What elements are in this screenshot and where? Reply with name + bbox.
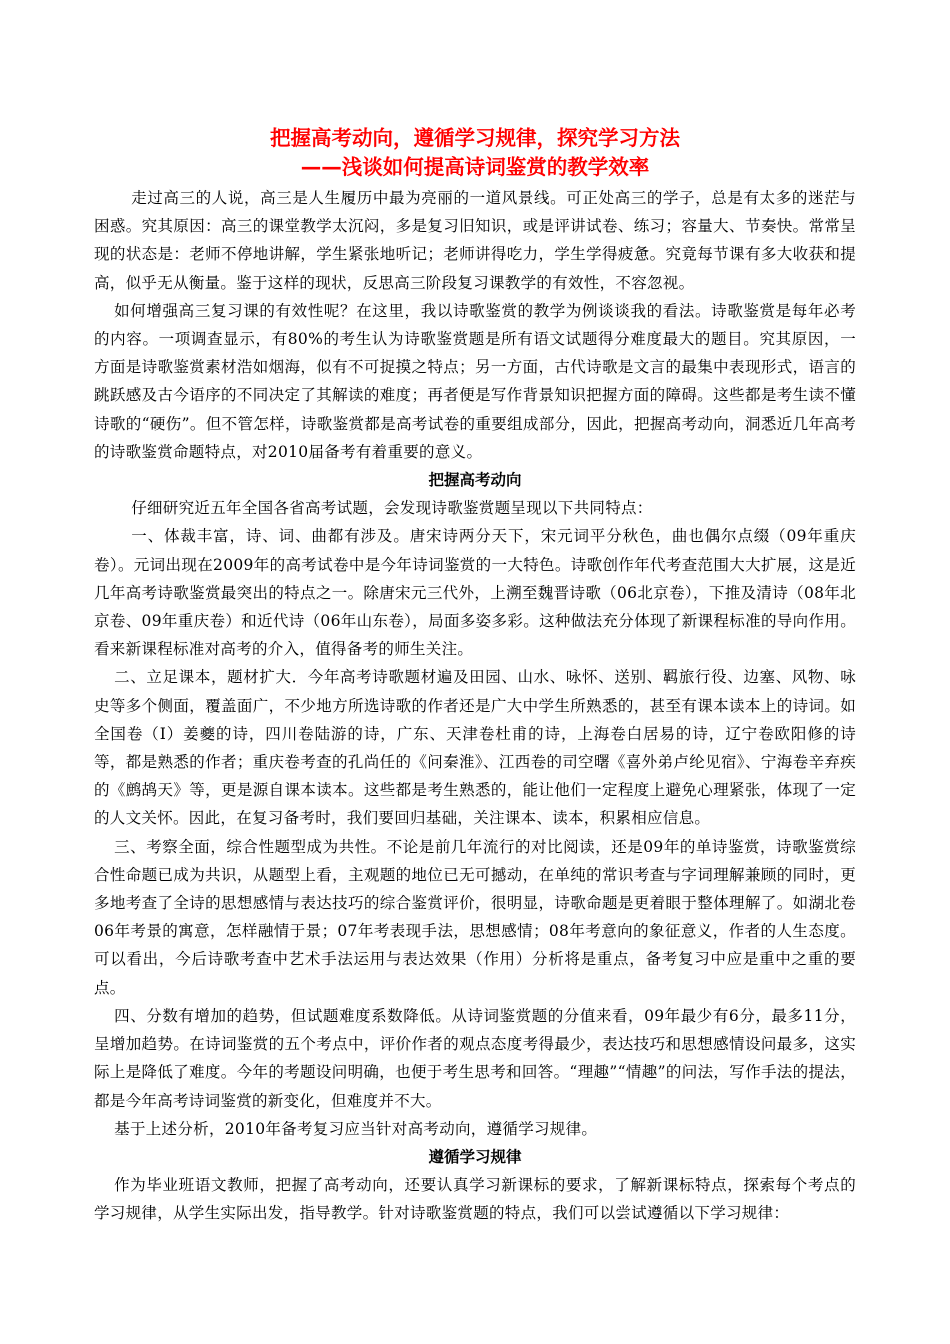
intro-paragraph-2: 如何增强高三复习课的有效性呢？在这里，我以诗歌鉴赏的教学为例谈谈我的看法。诗歌鉴赏是每年必考的内容。一项调查显示，有80%的考生认为诗歌鉴赏题是所有语文试题得分难度最大的题目。究其原因，一方面是诗歌鉴赏素材浩如烟海，似有不可捉摸之特点；另一方面，古代诗歌是文言的最集中表现形式，语言的跳跃感及古今语序的不同决定了其解读的难度；再者便是写作背景知识把握方面的障碍。这些都是考生读不懂诗歌的“硬伤”。但不管怎样，诗歌鉴赏都是高考试卷的重要组成部分，因此，把握高考动向，洞悉近几年高考的诗歌鉴赏命题特点，对2010届备考有着重要的意义。	[94, 301, 856, 461]
document-subtitle: ——浅谈如何提高诗词鉴赏的教学效率	[300, 155, 650, 179]
section1-paragraph-1: 仔细研究近五年全国各省高考试题，会发现诗歌鉴赏题呈现以下共同特点：	[131, 499, 653, 518]
section1-paragraph-5: 四、分数有增加的趋势，但试题难度系数降低。从诗词鉴赏题的分值来看，09年最少有6分，最多11分，呈增加趋势。在诗词鉴赏的五个考点中，评价作者的观点态度考得最少，表达技巧和思想感情设问最多，这实际上是降低了难度。今年的考题设问明确，也便于考生思考和回答。“理趣”“情趣”的问法，写作手法的提法，都是今年高考诗词鉴赏的新变化，但难度并不大。	[94, 1006, 856, 1110]
section-heading-trends: 把握高考动向	[428, 471, 522, 490]
section1-paragraph-2: 一、体裁丰富，诗、词、曲都有涉及。唐宋诗两分天下，宋元词平分秋色，曲也偶尔点缀（09年重庆卷）。元词出现在2009年的高考试卷中是今年诗词鉴赏的一大特色。诗歌创作年代考查范围大大扩展，这是近几年高考诗歌鉴赏最突出的特点之一。除唐宋元三代外，上溯至魏晋诗歌（06北京卷），下推及清诗（08年北京卷、09年重庆卷）和近代诗（06年山东卷），局面多姿多彩。这种做法充分体现了新课程标准的导向作用。看来新课程标准对高考的介入，值得备考的师生关注。	[94, 527, 856, 659]
section-heading-rules: 遵循学习规律	[428, 1147, 522, 1166]
intro-paragraph-1: 走过高三的人说，高三是人生履历中最为亮丽的一道风景线。可正处高三的学子，总是有太多的迷茫与困惑。究其原因：高三的课堂教学太沉闷，多是复习旧知识，或是评讲试卷、练习；容量大、节奏快。常常呈现的状态是：老师不停地讲解，学生紧张地听记；老师讲得吃力，学生学得疲惫。究竟每节课有多大收获和提高，似乎无从衡量。鉴于这样的现状，反思高三阶段复习课教学的有效性，不容忽视。	[94, 189, 856, 292]
section1-paragraph-3: 二、立足课本，题材扩大．今年高考诗歌题材遍及田园、山水、咏怀、送别、羁旅行役、边塞、风物、咏史等多个侧面，覆盖面广，不少地方所选诗歌的作者还是广大中学生所熟悉的，甚至有课本读本上的诗词。如全国卷（Ⅰ）姜夔的诗，四川卷陆游的诗，广东、天津卷杜甫的诗，上海卷白居易的诗，辽宁卷欧阳修的诗等，都是熟悉的作者；重庆卷考查的孔尚任的《问秦淮》、江西卷的司空曙《喜外弟卢纶见宿》、宁海卷辛弃疾的《鹧鸪天》等，更是源自课本读本。这些都是考生熟悉的，能让他们一定程度上避免心理紧张，体现了一定的人文关怀。因此，在复习备考时，我们要回归基础，关注课本、读本，积累相应信息。	[94, 668, 856, 828]
document-title: 把握高考动向，遵循学习规律，探究学习方法	[270, 126, 680, 150]
section1-paragraph-4: 三、考察全面，综合性题型成为共性。不论是前几年流行的对比阅读，还是09年的单诗鉴赏，诗歌鉴赏综合性命题已成为共识，从题型上看，主观题的地位已无可撼动，在单纯的常识考查与字词理解兼顾的同时，更多地考查了全诗的思想感情与表达技巧的综合鉴赏评价，很明显，诗歌命题是更着眼于整体理解了。如湖北卷06年考景的寓意，怎样融情于景；07年考表现手法，思想感情；08年考意向的象征意义，作者的人生态度。可以看出，今后诗歌考查中艺术手法运用与表达效果（作用）分析将是重点，备考复习中应是重中之重的要点。	[94, 837, 856, 997]
section1-paragraph-6: 基于上述分析，2010年备考复习应当针对高考动向，遵循学习规律。	[114, 1119, 598, 1138]
document-page	[94, 124, 856, 1228]
section2-paragraph-1: 作为毕业班语文教师，把握了高考动向，还要认真学习新课标的要求，了解新课标特点，探索每个考点的学习规律，从学生实际出发，指导教学。针对诗歌鉴赏题的特点，我们可以尝试遵循以下学习规律：	[94, 1176, 856, 1223]
